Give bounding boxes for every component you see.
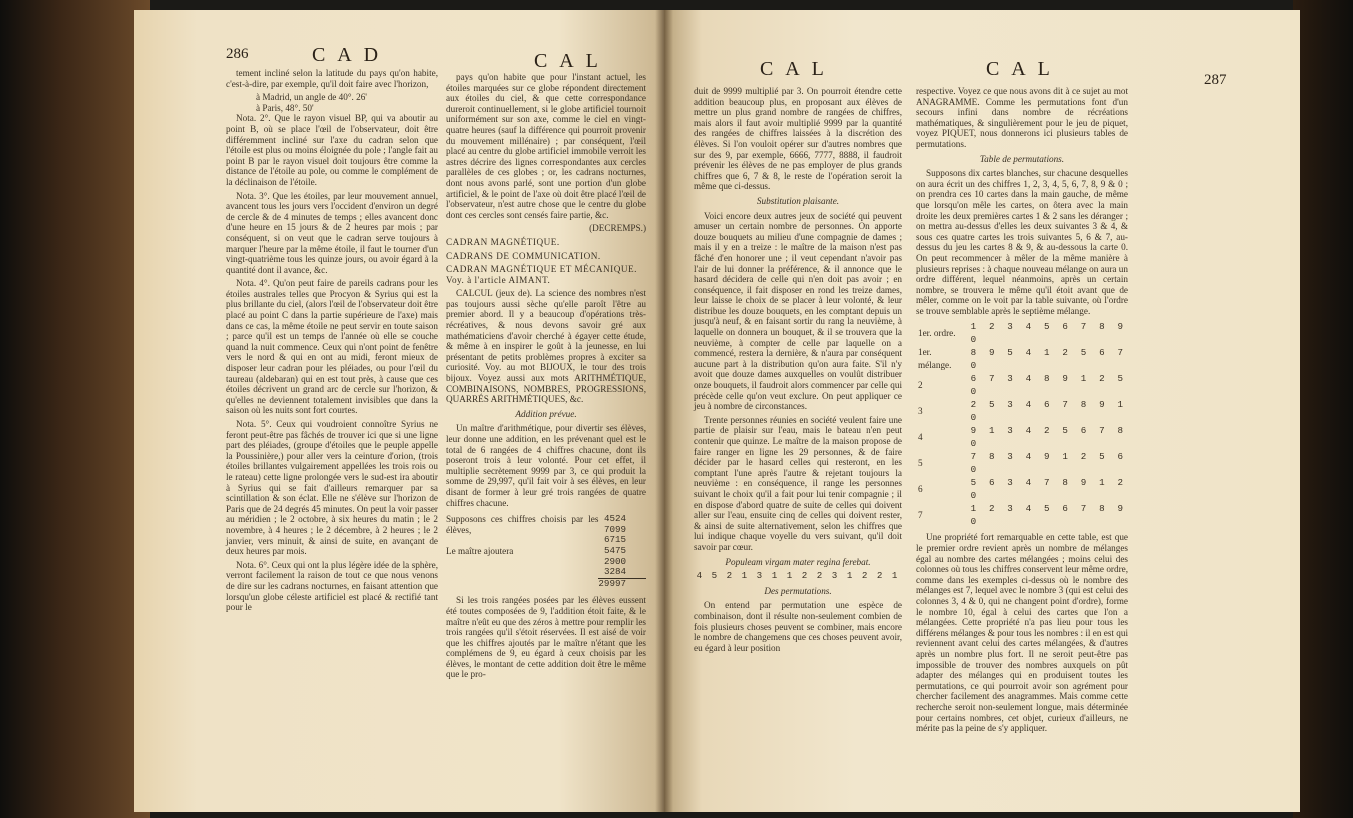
left-column-1: [226, 68, 438, 808]
left-page: [134, 10, 664, 812]
page-number-right: 287: [1204, 72, 1227, 88]
row-label: 4: [918, 431, 923, 442]
paragraph: On entend par permutation une espèce de combinaison, dont il résulte non-seulement combien de fois plusieurs choses peuvent se combiner, mais encore le nombre de changemens que ces choses peuvent avoir, eu égard à leur position: [694, 600, 902, 653]
verse-numbers: 4 5 2 1 3 1 1 2 2 3 1 2 2 1: [696, 570, 900, 582]
permutation-table: [916, 320, 1128, 528]
sum-label-eleves: Supposons ces chiffres choisis par les élèves,: [446, 514, 599, 535]
right-column-2: [916, 86, 1128, 806]
paragraph: Trente personnes réunies en société veulent faire une partie de plaisir sur l'eau, mais le bateau n'en peut contenir que quinze. Le maître de la maison propose de faire ranger en ligne les 29 personnes, & de faire décider par le hasard celles qui resteront, en les comptant l'une après l'autre & rejetant toujours la neuvième : en conséquence, il range les personnes suivant le choix qu'il a fait pour lui tenir compagnie ; il en dispose d'abord quatre de suite de celles qui doivent aller sur l'eau, ensuite cinq de celles qui doivent rester, & ainsi de suite alternativement, selon les chiffres que lui indique chaque voyelle du vers suivant, qu'il doit savoir par cœur.: [694, 414, 902, 552]
sum-total: 29997: [598, 578, 646, 589]
section-title: Addition prévue.: [515, 408, 577, 419]
table-title: Table de permutations.: [979, 153, 1065, 164]
latin-verse: Populeam virgam mater regina ferebat.: [725, 556, 871, 567]
row-label: 5: [918, 457, 923, 468]
row-sequence: 5 6 3 4 7 8 9 1 2 0: [970, 477, 1126, 502]
sum-row: 4524: [603, 513, 626, 525]
nota-6: Nota. 6°. Ceux qui ont la plus légère idée de la sphère, verront facilement la raison de tout ce que nous venons de dire sur les cadrans nocturnes, en faisant attention que lorsqu'un globe céleste artificiel est placé & rectifié tant pour le: [226, 559, 438, 613]
paragraph: duit de 9999 multiplié par 3. On pourroit étendre cette addition beaucoup plus, en proposant aux élèves de mettre un plus grand nombre de rangées de chiffres, mais alors il faut avoir multiplié 9999 par la quantité des rangées de chiffres laissées à la discrétion des élèves. Si l'on vouloit opérer sur d'autres nombres que sur des 9, par exemple, 6666, 7777, 8888, il faudroit prévenir les élèves de ne pas employer de plus grands chiffres que 6, 7 & 8, le reste de l'opération seroit la même que ci-dessus.: [694, 86, 902, 192]
running-head-cad: C A D: [312, 44, 383, 66]
nota-2: Nota. 2°. Que le rayon visuel BP, qui va aboutir au point B, où se place l'œil de l'observateur, doit être différemment incliné sur l'axe du cadran selon que l'étoile est plus ou moins éloignée du pole ; l'angle fait au point B par le rayon visuel doit toujours être comme la distance de l'étoile au pole, ou comme le complément de la déclinaison de l'étoile.: [226, 113, 438, 187]
section-title: Substitution plaisante.: [756, 195, 840, 206]
table-row: [916, 502, 1128, 528]
row-sequence: 2 5 3 4 6 7 8 9 1 0: [970, 399, 1126, 424]
left-cover-edge: [0, 0, 150, 818]
addition-paragraph: Un maître d'arithmétique, pour divertir ses élèves, leur donne une addition, en les prévenant quel est le total de 6 rangées de 4 chiffres chacune, dont ils poseront trois à leur volonté. Pour cet effet, il multiplie secrètement 9999 par 3, ce qui produit la somme de 29,997, qu'il fait voir à ses élèves, en leur disant de former à leur gré trois rangées de quatre chiffres chacune.: [446, 423, 646, 508]
right-cover-edge: [1293, 0, 1353, 818]
book-gutter: [655, 10, 673, 812]
row-label: 1er. mélange.: [918, 347, 952, 371]
table-row: [916, 476, 1128, 502]
row-sequence: 6 7 3 4 8 9 1 2 5 0: [970, 373, 1126, 398]
paragraph: Voici encore deux autres jeux de société qui peuvent amuser un certain nombre de personnes. On apporte douze bouquets au milieu d'une compagnie de dames ; mais il y en a treize : le maître de la maison n'est pas fâché d'en honorer une ; il veut cependant n'avoir pas l'air de lui donner la préférence, & il annonce que le hasard décidera de celle qui n'en doit pas avoir ; en conséquence, il fait disposer en rond les treize dames, leur laisse le choix de se placer à leur volonté, & leur distribue les douze bouquets, en les comptant depuis un jusqu'à neuf, & en faisant sortir du rang la neuvième, à laquelle on donnera un bouquet, & il se trouvera que la neuvième, à compter de celle par laquelle on a commencé, restera la dernière, & n'aura par conséquent aucune part à la distribution qu'on aura faite. S'il n'y avoit que douze dames auxquelles on voulût distribuer onze bouquets, il faudroit alors commencer par celle qui précède celle qu'on veut exclure. On peut appliquer ce jeu à nombre de circonstances.: [694, 210, 902, 412]
entry-heading: CADRANS DE COMMUNICATION.: [446, 250, 601, 261]
row-sequence: 7 8 3 4 9 1 2 5 6 0: [970, 451, 1126, 476]
running-head-cal-2: C A L: [986, 58, 1054, 80]
entry-heading: CADRAN MAGNÉTIQUE ET MÉCANIQUE. Voy. à l'article AIMANT.: [446, 264, 637, 285]
addition-table: [446, 514, 646, 589]
table-row: [916, 424, 1128, 450]
running-head-cal-1: C A L: [760, 58, 828, 80]
paragraph: Supposons dix cartes blanches, sur chacune desquelles on aura écrit un des chiffres 1, 2, 3, 4, 5, 6, 7, 8, 9 & 0 ; on prendra ces 10 cartes dans la main gauche, de même que lorsqu'on mêle les cartes, on ôtera avec la main droite les deux premières cartes 1 & 2 sans les déranger ; on mettra au-dessus d'elles les deux suivantes 3 & 4, & sous ces quatre cartes les trois suivantes 5, 6 & 7, au-dessus du jeu les cartes 8 & 9, & au-dessous la carte 0. On peut recommencer à mêler de la même manière à plusieurs reprises : à chaque nouveau mélange on aura un ordre différent, lequel néanmoins, après un certain nombre, se trouvera le même qu'il étoit avant que de mêler, comme on le voit par la table suivante, où l'ordre se trouve semblable après le septième mélange.: [916, 168, 1128, 316]
right-page: [664, 10, 1300, 812]
paragraph: tement incliné selon la latitude du pays qu'on habite, c'est-à-dire, par exemple, qu'il doit faire avec l'horizon,: [226, 68, 438, 89]
row-label: 3: [918, 405, 923, 416]
sum-label-maitre: Le maître ajoutera: [446, 545, 514, 556]
row-label: 2: [918, 379, 923, 390]
row-sequence: 1 2 3 4 5 6 7 8 9 0: [970, 503, 1126, 528]
section-title: Des permutations.: [764, 585, 832, 596]
entry-heading: CADRAN MAGNÉTIQUE.: [446, 236, 560, 247]
latitude-madrid: à Madrid, un angle de 40°. 26': [256, 92, 367, 103]
paragraph: Une propriété fort remarquable en cette table, est que le premier ordre revient après un nombre de mélanges égal au nombre des cartes mélangées ; moins celui des colonnes où tous les chiffres conservent leur même ordre, comme dans les exemples ci-dessus où le nombre des mélanges est 7, lequel avec le nombre 3 (qui est celui des colonnes 3, 4 & 0, qui ne changent point d'ordre), forme le nombre 10, égal à celui des cartes que l'on a mélangées. Cette propriété n'a pas lieu pour tous les différens mélanges & pour tous les nombres : il en est qui reviennent avant celui des cartes mélangées, & d'autres après un nombre plus fort. Il ne seroit peut-être pas impossible de trouver des nombres auxquels on pût adapter des mélanges qui en produisent toutes les permutations, ce qui pourroit avoir son agrément pour chercher facilement des anagrammes. Mais comme cette recherche seroit non-seulement longue, mais déterminée pour certains nombres, cet objet, curieux d'ailleurs, ne mérite pas la peine de s'y appliquer.: [916, 532, 1128, 734]
right-column-1: [694, 86, 902, 806]
paragraph: respective. Voyez ce que nous avons dit à ce sujet au mot ANAGRAMME. Comme les permutations font d'un secours infini dans nombre de récréations mathématiques, & singulièrement pour le jeu de piquet, voyez PIQUET, nous donnerons ici plusieurs tables de permutations.: [916, 86, 1128, 149]
table-row: [916, 320, 1128, 346]
page-number-left: 286: [226, 46, 249, 62]
author-signature: (DECREMPS.): [589, 223, 646, 234]
sum-row: 2900: [603, 555, 626, 567]
calcul-entry: CALCUL (jeux de). La science des nombres n'est pas toujours aussi sèche qu'elle paroît l'être au premier abord. Il y a beaucoup d'opérations très-récréatives, & nous devons savoir gré aux mathématiciens d'avoir cherché à égayer cette étude, & même à en inspirer le goût à la jeunesse, en lui présentant de petits problèmes propres à exciter sa curiosité. Voy. au mot BIJOUX, le tour des trois bijoux. Voyez aussi aux mots ARITHMÉTIQUE, COMBINAISONS, NOMBRES, PROGRESSIONS, QUARRÉS ARITHMÉTIQUES, &c.: [446, 288, 646, 405]
paragraph: pays qu'on habite que pour l'instant actuel, les étoiles marquées sur ce globe répondent directement aux étoiles du ciel, & que cette correspondance dureroit continuellement, si le globe artificiel tournoit uniformément sur son axe, comme le ciel en vingt-quatre heures (sauf la différence qui pourroit provenir du mouvement millénaire) ; par conséquent, l'œil placé au centre du globe artificiel immobile verroit les astres décrire des lignes correspondantes aux cercles parallèles de ces globes ; or, les cadrans nocturnes, dont nous avons parlé, sont une portion d'un globe artificiel, & le point de l'axe où doit être placé l'œil de l'observateur, n'est autre chose que le centre du globe dont ces cercles sont censés faire partie, &c.: [446, 72, 646, 220]
latitude-paris: à Paris, 48°. 50': [256, 102, 314, 113]
running-head-cal-left: C A L: [534, 50, 602, 72]
table-row: [916, 450, 1128, 476]
left-column-2: [446, 72, 646, 812]
sum-row: 6715: [603, 534, 626, 546]
sum-row: 3284: [603, 566, 626, 578]
sum-row: 5475: [603, 544, 626, 556]
nota-3: Nota. 3°. Que les étoiles, par leur mouvement annuel, avancent tous les jours vers l'occident d'environ un degré de cercle & de 4 minutes de temps ; elles avancent donc d'une heure en 15 jours & de 2 heures par mois ; par conséquent, si on veut que le cadran serve toujours à marquer l'heure par la même étoile, il faut le tourner d'un vingt-quatrième tous les quinze jours, ou avoir égard à la quantité dont il avance, &c.: [226, 190, 438, 275]
row-sequence: 8 9 5 4 1 2 5 6 7 0: [970, 347, 1126, 372]
row-label: 6: [918, 483, 923, 494]
row-label: 1er. ordre.: [918, 327, 956, 338]
row-label: 7: [918, 509, 923, 520]
paragraph: Si les trois rangées posées par les élèves eussent été toutes composées de 9, l'addition étoit faite, & le maître n'eût eu que des zéros à mettre pour remplir les trois rangées qu'il s'étoit réservées. Il est aisé de voir que les chiffres ajoutés par le maître n'étant que les complémens de 9, eu égard à ceux choisis par les élèves, le montant de cette addition doit être le même que le pro-: [446, 595, 646, 680]
table-row: [916, 398, 1128, 424]
sum-row: 7099: [603, 523, 626, 535]
table-row: [916, 372, 1128, 398]
row-sequence: 1 2 3 4 5 6 7 8 9 0: [970, 321, 1126, 346]
nota-5: Nota. 5°. Ceux qui voudroient connoître Syrius ne feront peut-être pas fâchés de trouver ici que si une ligne part des pléiades, (groupe d'étoiles que le peuple appelle la Poussinière,) pour aller vers la ceinture d'orion, (trois étoiles brillantes vulgairement appellées les trois rois ou le rateau) cette ligne prolongée vers le sud-est ira aboutir à Syrius qui se fait d'ailleurs remarquer par sa scintillation & son éclat. Elle ne s'élève sur l'horizon de Paris que de 24 degrés 45 minutes. On peut la voir passer au méridien ; le 2 octobre, à six heures du matin ; le 2 novembre, à 4 heures ; le 2 décembre, à 2 heures ; le 2 janvier, vers minuit, & ainsi de suite, en avançant de deux heures par mois.: [226, 419, 438, 557]
row-sequence: 9 1 3 4 2 5 6 7 8 0: [970, 425, 1126, 450]
table-row: [916, 346, 1128, 372]
nota-4: Nota. 4°. Qu'on peut faire de pareils cadrans pour les étoiles australes telles que Procyon & Syrius qui est la plus brillante du ciel, (alors l'œil de l'observateur doit être placé au point C dans la partie supérieure de l'axe) mais dans ce cas, la même étoile ne peut servir en toute saison ; parce qu'il est un temps de l'année où elle se couche quand la nuit commence. Ceux qui n'ont point de fenêtre vers le nord & qui en ont au midi, feront mieux de disposer leur cadran pour les pléiades, ou pour l'œil du taureau (aldebaran) qui en est tout près, à cause que ces étoiles décrivent un grand arc de cercle sur l'horizon, & qu'elles ne deviennent totalement invisibles que dans la saison où les nuits sont fort courtes.: [226, 278, 439, 416]
